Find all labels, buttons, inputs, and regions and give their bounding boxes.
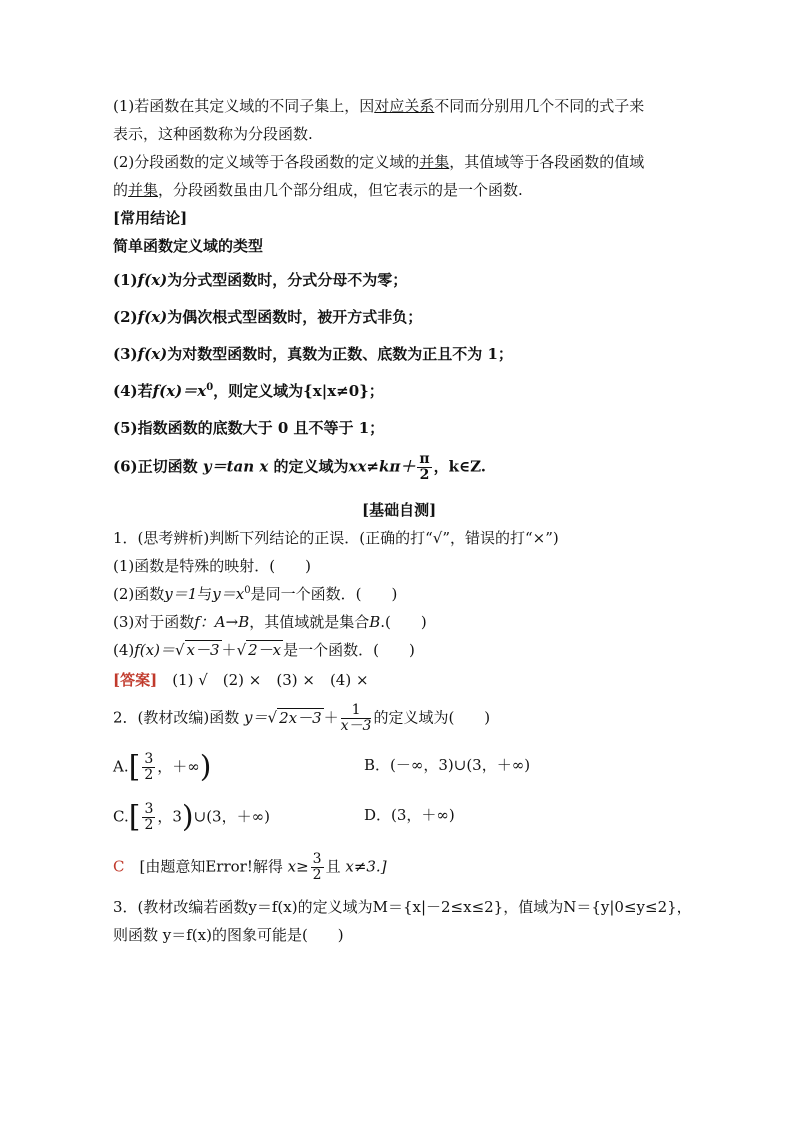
intro-underlined-term: 对应关系	[374, 97, 435, 115]
square-root: 2－x	[248, 641, 282, 659]
pi-over-2-fraction: $\frac{\pi}{2}$	[419, 451, 430, 483]
item-text: ，则定义域为{x|x≠0}；	[213, 382, 384, 400]
intro-text: (2)分段函数的定义域等于各段函数的定义域的	[113, 153, 420, 171]
option-d: D．(3，＋∞)	[364, 806, 455, 824]
conclusions-subheading: 简单函数定义域的类型	[113, 237, 264, 255]
intro-text: 不同而分别用几个不同的式子来	[434, 97, 645, 115]
item-number: (2)	[113, 308, 138, 326]
intro-underlined-term: 并集	[128, 181, 159, 199]
option-a: A.[ $\frac{3}{2}$ ，＋∞)	[113, 749, 212, 785]
intro-underlined-term: 并集	[419, 153, 450, 171]
formula: f(x)＝x	[152, 382, 207, 400]
conclusion-item-2	[113, 307, 422, 327]
function-arg: (x)	[144, 308, 168, 326]
question-2-solution: C [由题意知Error!解得 x≥ $\frac{3}{2}$ 且 x≠3.]	[113, 851, 387, 883]
intro-text: 的	[113, 181, 129, 199]
self-test-heading: [基础自测]	[362, 501, 437, 519]
item-text: ，k∈Z.	[433, 457, 487, 476]
fraction: $\frac{3}{2}$	[144, 801, 154, 833]
function-name: f	[137, 308, 145, 326]
question-3-line-1: 3．(教材改编若函数y＝f(x)的定义域为M＝{x|－2≤x≤2}，值域为N＝{y|0≤y≤2}，	[113, 898, 692, 916]
question-1-title: 1．(思考辨析)判断下列结论的正误．(正确的打“√”，错误的打“×”)	[113, 529, 559, 547]
item-text: 为分式型函数时，分式分母不为零；	[167, 271, 408, 289]
question-2-title: 2．(教材改编)函数 y＝√ 2x－3 ＋ $\frac{1}{x-3}$ 的定义域为( )	[113, 702, 491, 734]
intro-line-2	[113, 124, 313, 144]
item-number: (3)	[113, 345, 138, 363]
answer-text: (1) √ (2) × (3) × (4) ×	[157, 671, 369, 689]
item-text: 的定义域为	[273, 457, 349, 476]
function-arg: (x)	[144, 271, 168, 289]
intro-line-1	[113, 96, 644, 116]
item-text: 为偶次根式型函数时，被开方式非负；	[167, 308, 423, 326]
intro-line-4	[113, 180, 523, 200]
item-number: (1)	[113, 271, 138, 289]
question-1-item-4: (4)f(x)＝√ x－3 ＋√ 2－x 是一个函数．( )	[113, 641, 415, 659]
exponent: 0	[244, 585, 251, 596]
fraction: $\frac{1}{x-3}$	[340, 702, 372, 734]
conclusion-item-3	[113, 344, 513, 364]
square-root: 2x－3	[279, 708, 322, 727]
exponent: 0	[206, 382, 214, 393]
conclusions-heading: [常用结论]	[113, 209, 188, 227]
option-b: B．(－∞，3)∪(3，＋∞)	[364, 756, 531, 774]
function-name: f	[137, 345, 145, 363]
conclusion-item-5: (5)指数函数的底数大于 0 且不等于 1；	[113, 419, 385, 437]
option-c: C.[ $\frac{3}{2}$ ，3)∪(3，＋∞)	[113, 799, 270, 835]
question-1-item-3: (3)对于函数f：A→B，其值域就是集合B.( )	[113, 613, 427, 631]
question-1-item-1: (1)函数是特殊的映射．( )	[113, 557, 311, 575]
intro-text: (1)若函数在其定义域的不同子集上，因	[113, 97, 375, 115]
answer-letter: C	[113, 857, 125, 876]
intro-text: ，分段函数虽由几个部分组成，但它表示的是一个函数.	[158, 181, 523, 199]
intro-line-3	[113, 152, 644, 172]
item-text: (6)正切函数	[113, 457, 198, 476]
item-text: 为对数型函数时，真数为正数、底数为正且不为 1；	[167, 345, 513, 363]
intro-text: ，其值域等于各段函数的值域	[449, 153, 645, 171]
answer-label: [答案]	[113, 671, 158, 689]
function-arg: (x)	[144, 345, 168, 363]
conclusion-item-1	[113, 270, 407, 290]
square-root: x－3	[186, 641, 220, 659]
intro-text: 表示，这种函数称为分段函数.	[113, 125, 313, 143]
conclusion-item-4	[113, 381, 384, 404]
fraction: $\frac{3}{2}$	[312, 851, 322, 883]
function-name: f	[137, 271, 145, 289]
formula: y＝tan x	[197, 457, 274, 476]
question-1-item-2: (2)函数y＝1与$y=x^0$是同一个函数．( )	[113, 585, 398, 603]
question-1-answer	[113, 670, 369, 690]
conclusion-item-6	[113, 452, 486, 483]
formula: xx≠kπ＋	[348, 457, 416, 476]
question-3-line-2: 则函数 y＝f(x)的图象可能是( )	[113, 926, 344, 944]
item-text: (4)若	[113, 382, 153, 400]
fraction: $\frac{3}{2}$	[144, 751, 154, 783]
